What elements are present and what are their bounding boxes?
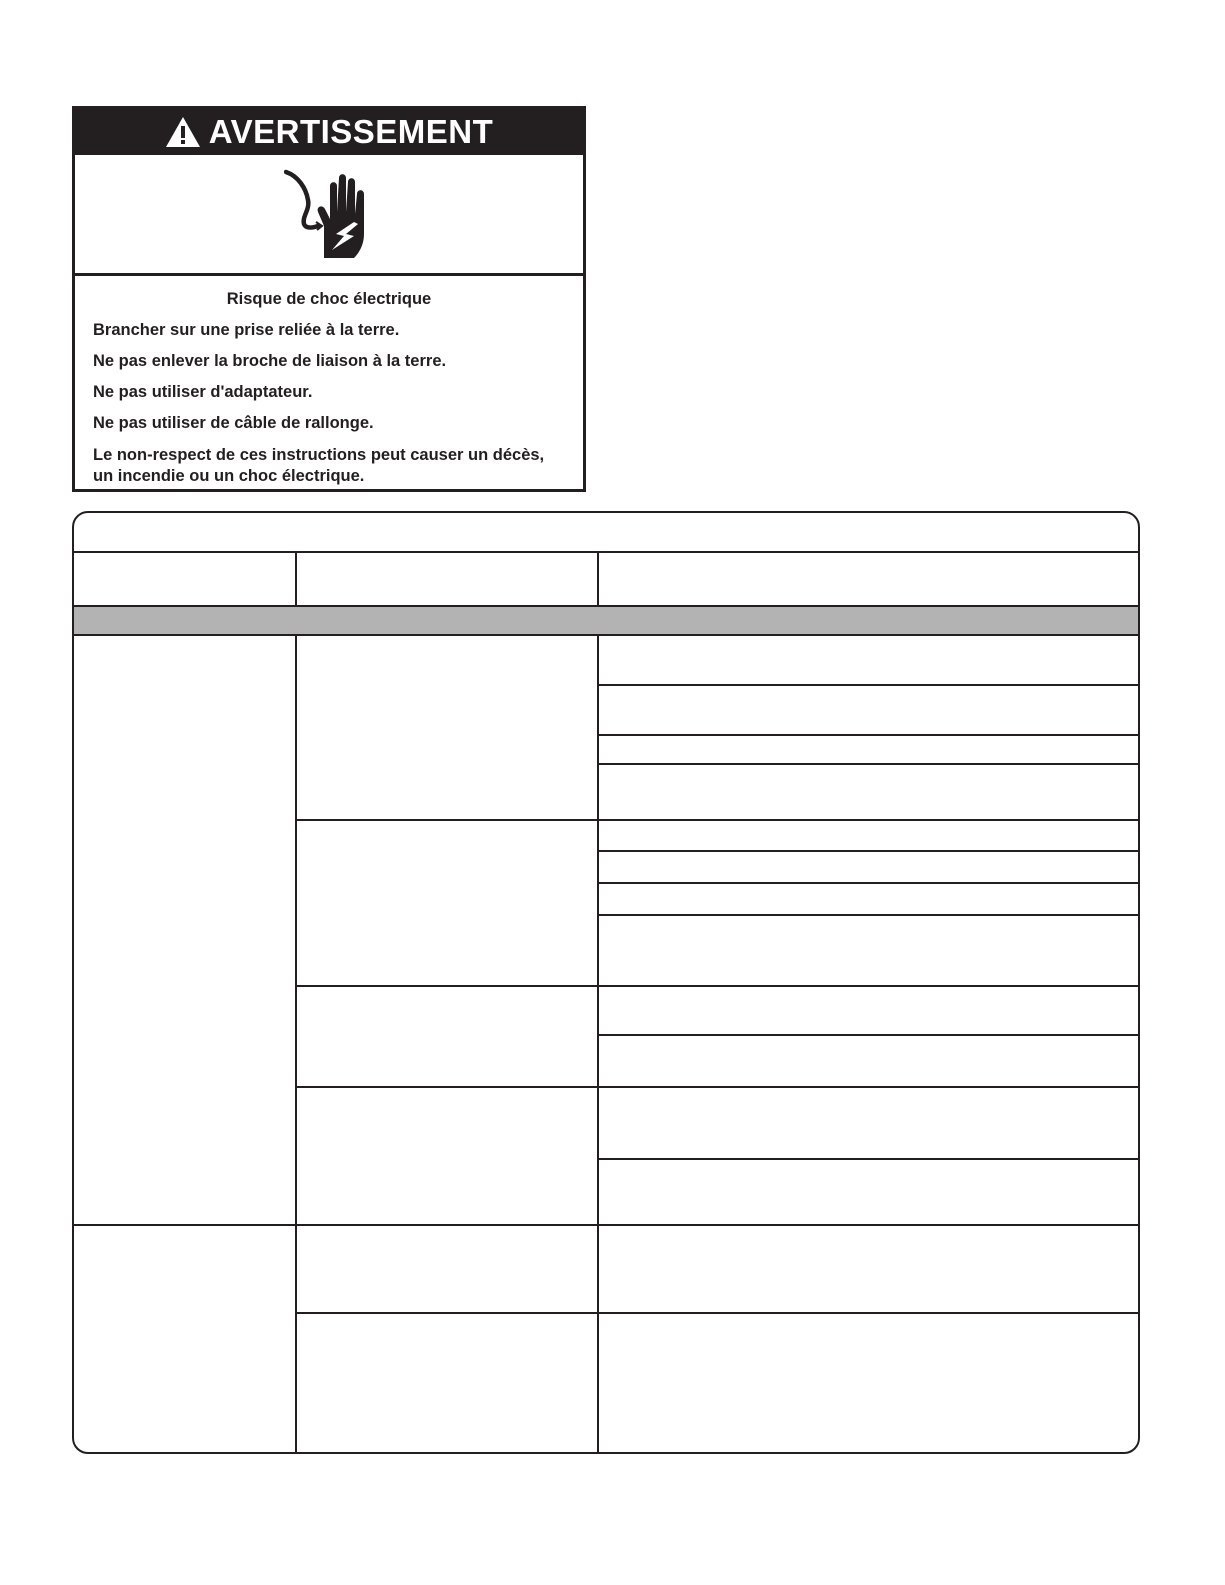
section-band xyxy=(74,605,1138,636)
row-divider xyxy=(295,1086,597,1088)
warning-text xyxy=(75,276,583,488)
troubleshooting-table xyxy=(72,511,1140,1454)
column-divider xyxy=(295,636,297,1454)
row-divider xyxy=(295,985,597,987)
warning-line: Brancher sur une prise reliée à la terre. xyxy=(93,321,400,339)
row-divider xyxy=(295,1224,597,1226)
row-divider xyxy=(597,882,1138,884)
header-cell-problem xyxy=(74,553,295,605)
row-divider xyxy=(597,1224,1138,1226)
header-cell-cause xyxy=(297,553,597,605)
row-divider xyxy=(597,1312,1138,1314)
row-divider xyxy=(597,914,1138,916)
warning-subtitle: Risque de choc électrique xyxy=(226,290,432,308)
column-divider xyxy=(597,553,599,605)
table-title-row xyxy=(74,513,1138,553)
column-divider xyxy=(597,636,599,1454)
row-divider xyxy=(597,1034,1138,1036)
alert-triangle-icon xyxy=(165,116,201,148)
column-divider xyxy=(295,553,297,605)
warning-panel xyxy=(72,106,586,492)
warning-line: Ne pas enlever la broche de liaison à la terre. xyxy=(93,352,447,370)
row-divider xyxy=(295,819,597,821)
row-divider xyxy=(597,1086,1138,1088)
row-divider xyxy=(597,850,1138,852)
row-divider xyxy=(74,1224,295,1226)
row-divider xyxy=(597,763,1138,765)
header-cell-solution xyxy=(599,553,1139,605)
row-divider xyxy=(597,985,1138,987)
warning-line: Le non-respect de ces instructions peut causer un décès, un incendie ou un choc électrique. xyxy=(93,446,545,486)
warning-header xyxy=(75,109,583,155)
electric-shock-hand-icon xyxy=(284,166,374,262)
row-divider xyxy=(597,1158,1138,1160)
warning-title: AVERTISSEMENT xyxy=(208,113,494,150)
row-divider xyxy=(597,684,1138,686)
warning-line: Ne pas utiliser d'adaptateur. xyxy=(93,383,313,401)
symbol-area xyxy=(75,155,583,276)
row-divider xyxy=(597,819,1138,821)
row-divider xyxy=(597,734,1138,736)
row-divider xyxy=(295,1312,597,1314)
warning-line: Ne pas utiliser de câble de rallonge. xyxy=(93,414,374,432)
